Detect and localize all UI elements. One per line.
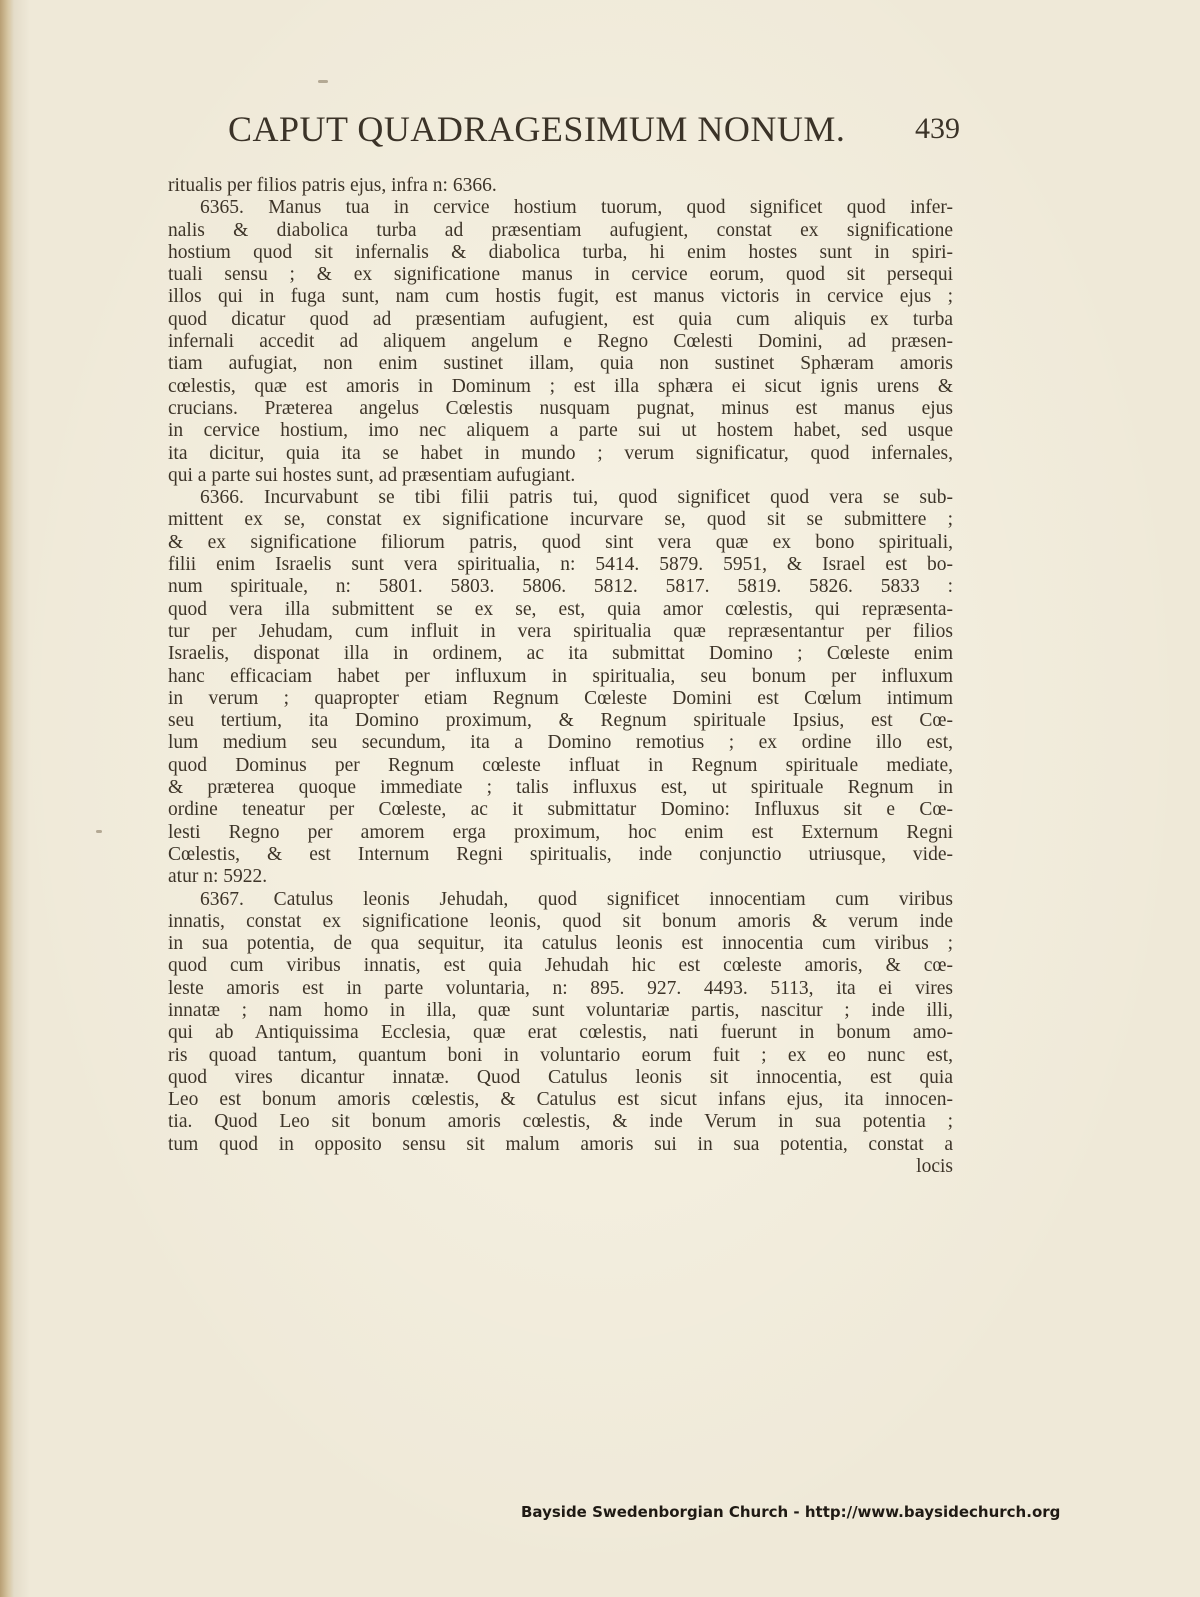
text-line: qui ab Antiquissima Ecclesia, quæ erat cœlestis, nati fuerunt in bonum amo- — [168, 1022, 953, 1044]
text-line: crucians. Præterea angelus Cœlestis nusquam pugnat, minus est manus ejus — [168, 397, 953, 419]
text-line: tur per Jehudam, cum influit in vera spiritualia quæ repræsentantur per filios — [168, 620, 953, 642]
text-line: Leo est bonum amoris cœlestis, & Catulus est sicut infans ejus, ita innocen- — [168, 1089, 953, 1111]
text-line: cœlestis, quæ est amoris in Dominum ; est illa sphæra ei sicut ignis urens & — [168, 375, 953, 397]
text-line: quod Dominus per Regnum cœleste influat in Regnum spirituale mediate, — [168, 754, 953, 776]
text-line: quod dicatur quod ad præsentiam aufugient, est quia cum aliquis ex turba — [168, 308, 953, 330]
text-line: mittent ex se, constat ex significatione incurvare se, quod sit se submittere ; — [168, 509, 953, 531]
text-line: ita dicitur, quia ita se habet in mundo ; verum significatur, quod infernales, — [168, 442, 953, 464]
text-line: & ex significatione filiorum patris, quod sint vera quæ ex bono spirituali, — [168, 531, 953, 553]
paper-speck — [318, 80, 328, 83]
text-line: quod vera illa submittent se ex se, est, quia amor cœlestis, qui repræsenta- — [168, 598, 953, 620]
running-head — [228, 108, 968, 158]
text-line: atur n: 5922. — [168, 866, 268, 888]
text-line: nalis & diabolica turba ad præsentiam aufugient, constat ex significatione — [168, 219, 953, 241]
page-title: CAPUT QUADRAGESIMUM NONUM. — [228, 109, 846, 149]
text-line: 6367. Catulus leonis Jehudah, quod significet innocentiam cum viribus — [200, 888, 953, 910]
text-line: in verum ; quapropter etiam Regnum Cœleste Domini est Cœlum intimum — [168, 687, 953, 709]
catchword: locis — [916, 1156, 953, 1178]
text-line: tum quod in opposito sensu sit malum amoris sui in sua potentia, constat a — [168, 1133, 953, 1155]
text-line: lum medium seu secundum, ita a Domino remotius ; ex ordine illo est, — [168, 732, 953, 754]
text-line: ordine teneatur per Cœleste, ac it submittatur Domino: Influxus sit e Cœ- — [168, 799, 953, 821]
text-line: qui a parte sui hostes sunt, ad præsentiam aufugiant. — [168, 464, 576, 486]
text-line: Cœlestis, & est Internum Regni spiritualis, inde conjunctio utriusque, vide- — [168, 843, 953, 865]
text-line: num spirituale, n: 5801. 5803. 5806. 5812. 5817. 5819. 5826. 5833 : — [168, 576, 953, 598]
text-line: innatis, constat ex significatione leonis, quod sit bonum amoris & verum inde — [168, 910, 953, 932]
text-line: tiam aufugiat, non enim sustinet illam, quia non sustinet Sphæram amoris — [168, 353, 953, 375]
text-line: & præterea quoque immediate ; talis influxus est, ut spirituale Regnum in — [168, 777, 953, 799]
text-line: lesti Regno per amorem erga proximum, hoc enim est Externum Regni — [168, 821, 953, 843]
page-number: 439 — [915, 112, 960, 145]
text-line: hostium quod sit infernalis & diabolica turba, hi enim hostes sunt in spiri- — [168, 241, 953, 263]
paper-speck — [96, 830, 102, 833]
text-line: 6366. Incurvabunt se tibi filii patris tui, quod significet quod vera se sub- — [200, 487, 953, 509]
text-line: ris quoad tantum, quantum boni in voluntario eorum fuit ; ex eo nunc est, — [168, 1044, 953, 1066]
text-line: hanc efficaciam habet per influxum in spiritualia, seu bonum per influxum — [168, 665, 953, 687]
text-line: illos qui in fuga sunt, nam cum hostis fugit, est manus victoris in cervice ejus ; — [168, 286, 953, 308]
text-line: in sua potentia, de qua sequitur, ita catulus leonis est innocentia cum viribus ; — [168, 933, 953, 955]
text-line: seu tertium, ita Domino proximum, & Regnum spirituale Ipsius, est Cœ- — [168, 710, 953, 732]
text-line: tia. Quod Leo sit bonum amoris cœlestis, & inde Verum in sua potentia ; — [168, 1111, 953, 1133]
text-line: tuali sensu ; & ex significatione manus in cervice eorum, quod sit persequi — [168, 264, 953, 286]
body-text — [168, 175, 953, 1178]
text-line: 6365. Manus tua in cervice hostium tuorum, quod significet quod infer- — [200, 197, 953, 219]
text-line: quod cum viribus innatis, est quia Jehudah hic est cœleste amoris, & cœ- — [168, 955, 953, 977]
text-line: in cervice hostium, imo nec aliquem a parte sui ut hostem habet, sed usque — [168, 420, 953, 442]
text-line: innatæ ; nam homo in illa, quæ sunt voluntariæ partis, nascitur ; inde illi, — [168, 999, 953, 1021]
text-line: filii enim Israelis sunt vera spiritualia, n: 5414. 5879. 5951, & Israel est bo- — [168, 554, 953, 576]
text-line: infernali accedit ad aliquem angelum e Regno Cœlesti Domini, ad præsen- — [168, 331, 953, 353]
text-line: quod vires dicantur innatæ. Quod Catulus leonis sit innocentia, est quia — [168, 1066, 953, 1088]
footer-credit: Bayside Swedenborgian Church - http://www.baysidechurch.org — [521, 1503, 1061, 1521]
text-line: Israelis, disponat illa in ordinem, ac ita submittat Domino ; Cœleste enim — [168, 643, 953, 665]
page-binding-shadow — [0, 0, 14, 1597]
text-line: leste amoris est in parte voluntaria, n: 895. 927. 4493. 5113, ita ei vires — [168, 977, 953, 999]
text-line: ritualis per filios patris ejus, infra n: 6366. — [168, 175, 497, 196]
